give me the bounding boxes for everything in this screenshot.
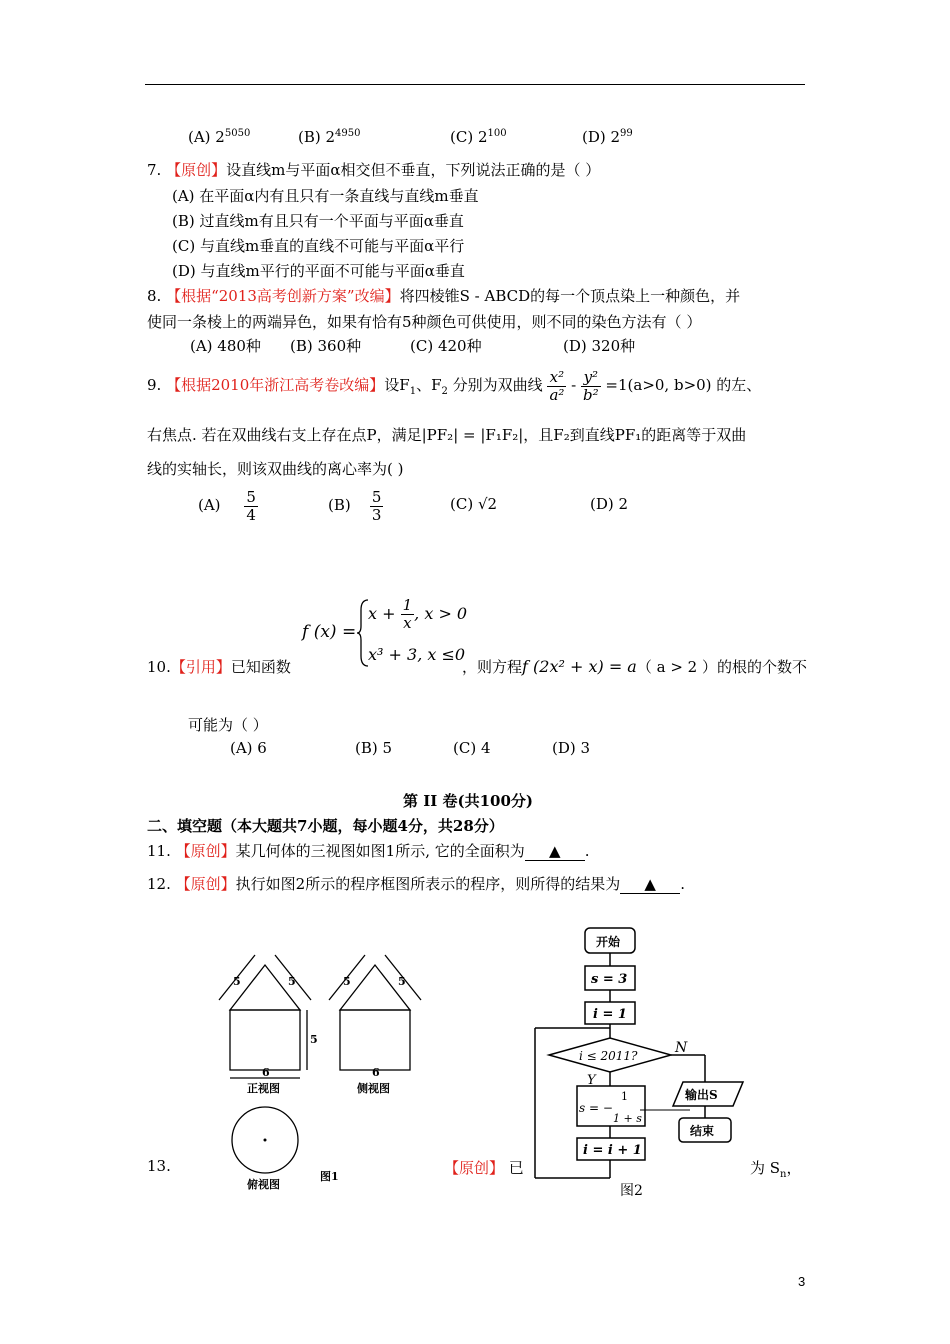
q7-option-d: (D) 与直线m平行的平面不可能与平面α垂直 [172,262,465,280]
q7-option-c: (C) 与直线m垂直的直线不可能与平面α平行 [172,237,465,255]
q8-stem-line2: 使同一条棱上的两端异色，如果有恰有5种颜色可供使用，则不同的染色方法有（ ） [147,313,702,331]
fc-assign: s = − [579,1101,613,1115]
q9-option-b: (B) $\frac{5}{3}$ [328,487,382,524]
fig2-caption: 图2 [620,1183,643,1199]
q9-option-c: (C) √2 [450,495,498,513]
q8-stem: 8. 【根据“2013高考创新方案”改编】将四棱锥S - ABCD的每一个顶点染上一种颜色，并 [147,287,741,305]
q10-case1: x + $\frac{1}{x}$ , x > 0 [368,596,468,632]
q11: 11. 【原创】某几何体的三视图如图1所示, 它的全面积为 ▲ . [147,842,590,860]
q9-fraction-x: $\frac{\text{x²}}{\text{a²}}$ [549,367,565,404]
q10-option-b: (B) 5 [355,739,393,757]
q10-option-d: (D) 3 [552,739,591,757]
fc-assign-den: 1 + s [613,1112,642,1125]
q9-stem: 9. 【根据2010年浙江高考卷改编】设$F_1$、$F_2$ 分别为双曲线 $\frac{\text{x²}}{\text{a²}}$ - $\frac{\text{y²}}{\text{b²}}$ =1(a>0, b>0) 的左、 [147,367,762,404]
q13-num: 13. [147,1157,171,1175]
q12: 12. 【原创】执行如图2所示的程序框图所表示的程序，则所得的结果为 ▲ . [147,875,685,893]
q6-option-b: (B) $2^{4950}$ [298,128,361,146]
fig1-dim-height: 5 [310,1033,318,1046]
q10-stem-b: ，则方程f (2x² + x) = a（ a > 2 ）的根的个数不 [462,657,807,676]
fc-no: N [675,1040,688,1056]
fig1-dim-right: 5 [288,975,296,988]
header-rule [145,84,805,85]
fc-s-init: s = 3 [591,972,628,987]
fc-output: 输出S [685,1088,718,1102]
section2-title: 二、填空题（本大题共7小题，每小题4分，共28分） [147,817,504,835]
fig1-caption: 图1 [320,1170,339,1183]
q9-line3: 线的实轴长，则该双曲线的离心率为( ) [147,460,404,478]
fc-increment: i = i + 1 [583,1143,642,1158]
q9-option-d: (D) 2 [590,495,629,513]
fc-yes: Y [587,1073,596,1088]
q6-option-c: (C) $2^{100}$ [450,128,507,146]
q8-option-d: (D) 320种 [563,337,636,355]
fc-condition: i ≤ 2011? [579,1049,638,1063]
q8-option-b: (B) 360种 [290,337,362,355]
fig1-dim-left: 5 [233,975,241,988]
fig1-side-dim-left: 5 [343,975,351,988]
q7-option-a: (A) 在平面α内有且只有一条直线与直线m垂直 [172,187,479,205]
q13-tail: 为 $S_n$， [750,1159,802,1180]
q10-func-lhs: f (x) = [302,622,357,642]
q6-option-d: (D) $2^{99}$ [582,128,633,146]
q10-option-a: (A) 6 [230,739,267,757]
q8-option-c: (C) 420种 [410,337,482,355]
q10-option-c: (C) 4 [453,739,491,757]
fc-end: 结束 [690,1124,715,1138]
fig1-side-label: 侧视图 [357,1082,390,1095]
q10-line2: 可能为（ ） [188,716,268,734]
fc-i-init: i = 1 [593,1007,627,1022]
q13-stem: 【原创】 已 [444,1159,524,1177]
fig1-side-dim-width: 6 [372,1066,380,1079]
q10-case2: x³ + 3, x ≤0 [368,645,466,664]
q6-option-a: (A) $2^{5050}$ [188,128,251,146]
q7-stem: 7. 【原创】设直线m与平面α相交但不垂直，下列说法正确的是（ ） [147,161,601,179]
fig1-top-label: 俯视图 [247,1178,280,1191]
q10-stem: 10.【引用】已知函数 [147,658,291,676]
q9-fraction-y: $\frac{\text{y²}}{\text{b²}}$ [583,367,599,404]
page-number: 3 [798,1274,806,1289]
q7-option-b: (B) 过直线m有且只有一个平面与平面α垂直 [172,212,464,230]
fig1-front-label: 正视图 [247,1082,280,1095]
q9-option-a: (A) $\frac{5}{4}$ [198,487,256,524]
q8-option-a: (A) 480种 [190,337,261,355]
fc-start: 开始 [596,935,621,949]
q9-line2: 右焦点. 若在双曲线右支上存在点P，满足|PF₂| = |F₁F₂|，且F₂到直线PF₁的距离等于双曲 [147,426,747,444]
figure-2 [525,920,765,1200]
fig1-dim-width: 6 [262,1066,270,1079]
fig1-side-dim-right: 5 [398,975,406,988]
part2-title: 第 II 卷(共100分) [403,792,533,810]
fc-assign-num: 1 [621,1090,628,1103]
figure-1 [205,950,445,1200]
